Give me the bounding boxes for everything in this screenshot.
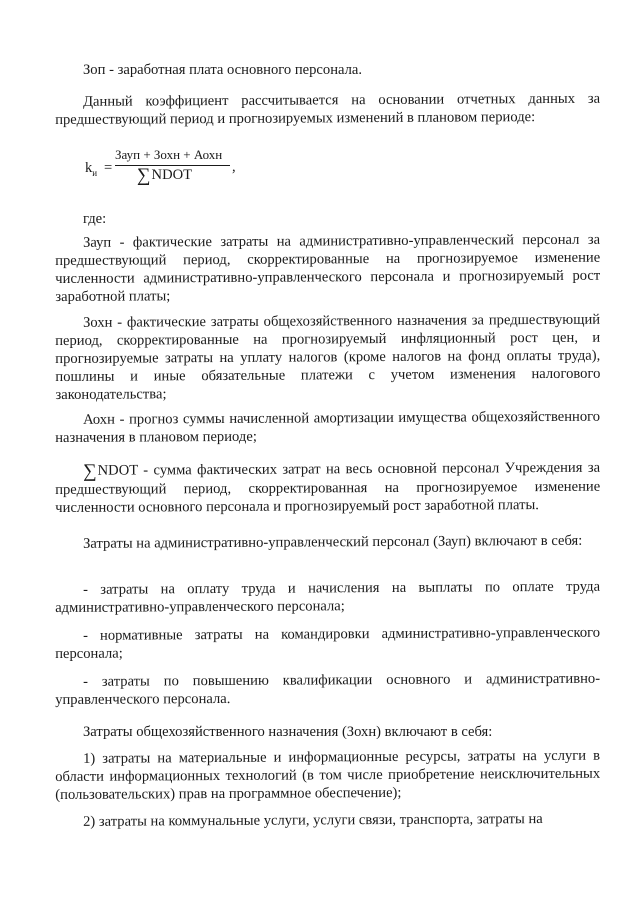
zohn-includes-paragraph: Затраты общехозяйственного назначения (Зохн) включают в себя: [83,724,493,740]
zohn-definition: Зохн - фактические затраты общехозяйственного назначения за предшествующий период, скорректированные на прогнозируемый инфляционный рост цен, и прогнозируемые затраты на уплату налогов (кроме налогов на фонд оплаты труда), пошлины и иные обязательные платежи с учетом изменения налогового законодательства; [55,311,601,403]
formula-numerator: Зауп + Зохн + Аохн [115,147,223,162]
aohn-definition: Аохн - прогноз суммы начисленной амортизации имущества общехозяйственного назначения в плановом периоде; [55,408,601,446]
formula-comma: , [232,159,236,175]
formula-equals: = [104,160,113,176]
ndot-definition: ∑NDOT - сумма фактических затрат на весь основной персонал Учреждения за предшествующий период, скорректированная на прогнозируемое изменение численности основного персонала и прогнозируемый рост заработной платы. [55,459,601,516]
coefficient-paragraph: Данный коэффициент рассчитывается на основании отчетных данных за предшествующий период и прогнозируемых изменений в плановом периоде: [55,90,601,128]
zaup-includes-paragraph: Затраты на административно-управленческий персонал (Зауп) включают в себя: [83,532,583,552]
formula-denominator: ∑NDOT [137,165,193,186]
zohn-item-2: 2) затраты на коммунальные услуги, услуги связи, транспорта, затраты на [83,811,543,830]
sigma-symbol: ∑ [82,460,97,482]
where-label: где: [83,211,107,227]
zaup-item-3: - затраты по повышению квалификации основного и административно-управленческого персонала. [55,670,601,708]
formula-lhs: $k_и$ [85,160,98,178]
zohn-item-1: 1) затраты на материальные и информационные ресурсы, затраты на услуги в области информационных технологий (в том числе приобретение неисключительных (пользовательских) прав на программное обеспечение); [55,747,601,803]
zaup-item-1: - затраты на оплату труда и начисления на выплаты по оплате труда административно-управленческого персонала; [55,578,601,616]
sigma-symbol: ∑ [137,165,151,186]
zop-definition: Зоп - заработная плата основного персонала. [83,62,363,78]
zaup-item-2: - нормативные затраты на командировки административно-управленческого персонала; [55,624,601,662]
coefficient-formula [85,144,285,188]
zaup-definition: Зауп - фактические затраты на административно-управленческий персонал за предшествующий период, скорректированные на прогнозируемое изменение численности административно-управленческого персонала и прогнозируемый рост заработной платы; [55,231,601,305]
